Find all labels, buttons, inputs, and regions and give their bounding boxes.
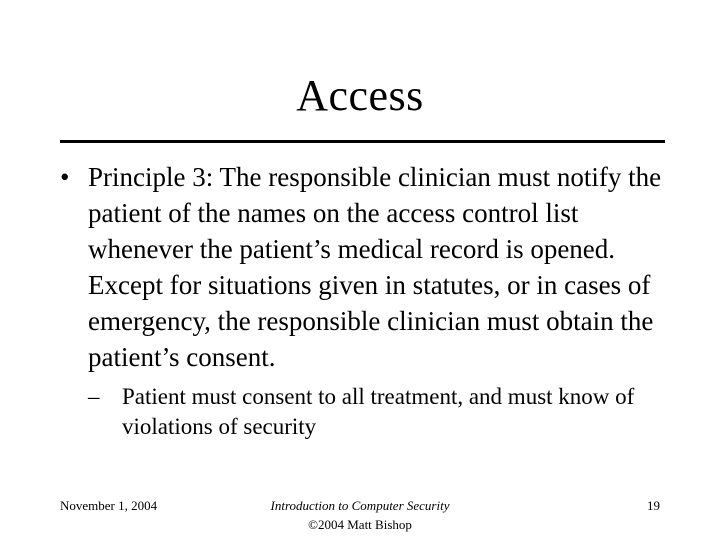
sub-bullet xyxy=(88,382,680,442)
footer-center xyxy=(210,496,510,534)
slide-title: Access xyxy=(296,71,424,120)
footer-course-title: Introduction to Computer Security xyxy=(270,498,450,513)
footer-date: November 1, 2004 xyxy=(60,498,158,513)
slide-body xyxy=(60,159,680,442)
page-number: 19 xyxy=(647,498,660,513)
title-divider xyxy=(60,140,665,143)
bullet-marker: • xyxy=(60,162,70,192)
sub-bullet-text: Patient must consent to all treatment, and must know of violations of security xyxy=(122,384,635,439)
main-bullet-text: Principle 3: The responsible clinician must notify the patient of the names on the access control list whenever the patient’s medical record is opened. Except for situations given in statutes, or in cases of emergency, the responsible clinician must obtain the patient’s consent. xyxy=(88,162,662,372)
main-bullet xyxy=(60,159,680,375)
sub-bullet-marker: – xyxy=(88,384,100,409)
footer-copyright: ©2004 Matt Bishop xyxy=(308,517,412,532)
